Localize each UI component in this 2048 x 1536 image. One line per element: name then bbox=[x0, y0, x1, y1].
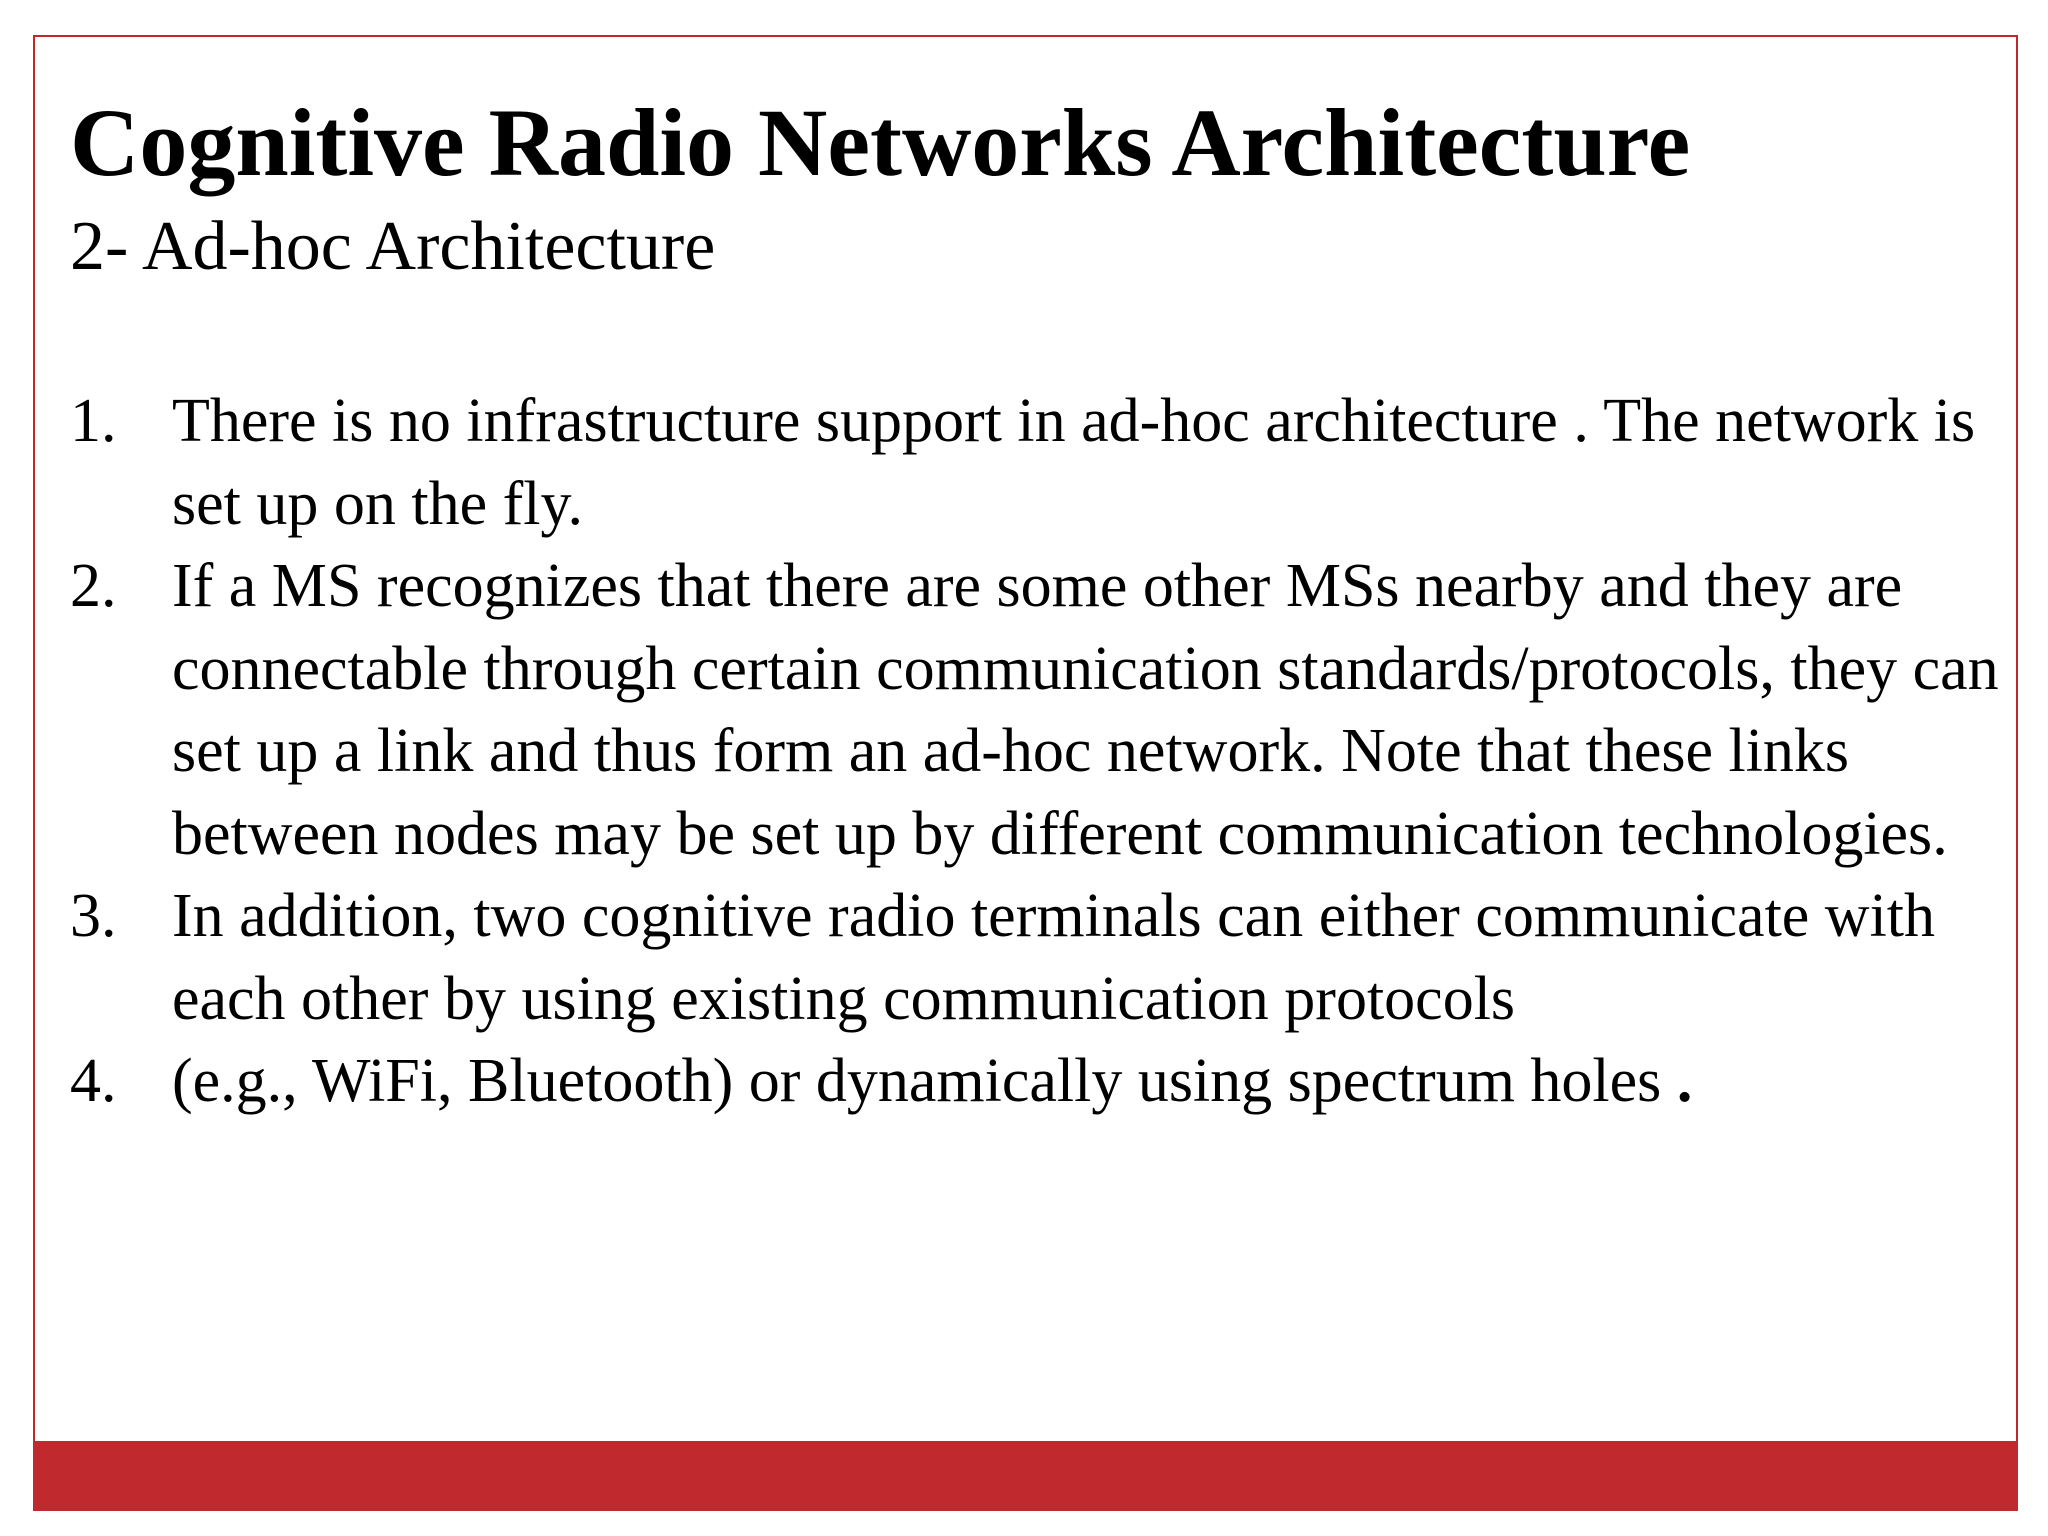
bullet-list bbox=[70, 380, 2010, 1123]
list-item bbox=[70, 380, 2010, 545]
list-item bbox=[70, 1040, 2010, 1123]
list-item-text-main: (e.g., WiFi, Bluetooth) or dynamically using spectrum holes bbox=[172, 1047, 1662, 1115]
list-item-number: 3. bbox=[70, 882, 117, 950]
list-item bbox=[70, 545, 2010, 875]
list-item-text: There is no infrastructure support in ad-hoc architecture . The network is set up on the fly. bbox=[172, 387, 1976, 538]
footer-accent-bar bbox=[33, 1441, 2018, 1511]
list-item-text: In addition, two cognitive radio terminals can either communicate with each other by using existing communication protocols bbox=[172, 882, 1936, 1033]
list-item-text: If a MS recognizes that there are some other MSs nearby and they are connectable through certain communication standards/protocols, they can set up a link and thus form an ad-hoc network. Note that these links between nodes may be set up by different communication technologies. bbox=[172, 552, 1999, 868]
list-item bbox=[70, 875, 2010, 1040]
slide-title: Cognitive Radio Networks Architecture bbox=[70, 89, 1691, 196]
list-item-number: 4. bbox=[70, 1047, 117, 1115]
list-item-trailing-period: . bbox=[1676, 1047, 1693, 1115]
list-item-text bbox=[172, 1040, 2010, 1123]
list-item-number: 1. bbox=[70, 387, 117, 455]
list-item-number: 2. bbox=[70, 552, 117, 620]
slide-subtitle: 2- Ad-hoc Architecture bbox=[70, 208, 716, 285]
